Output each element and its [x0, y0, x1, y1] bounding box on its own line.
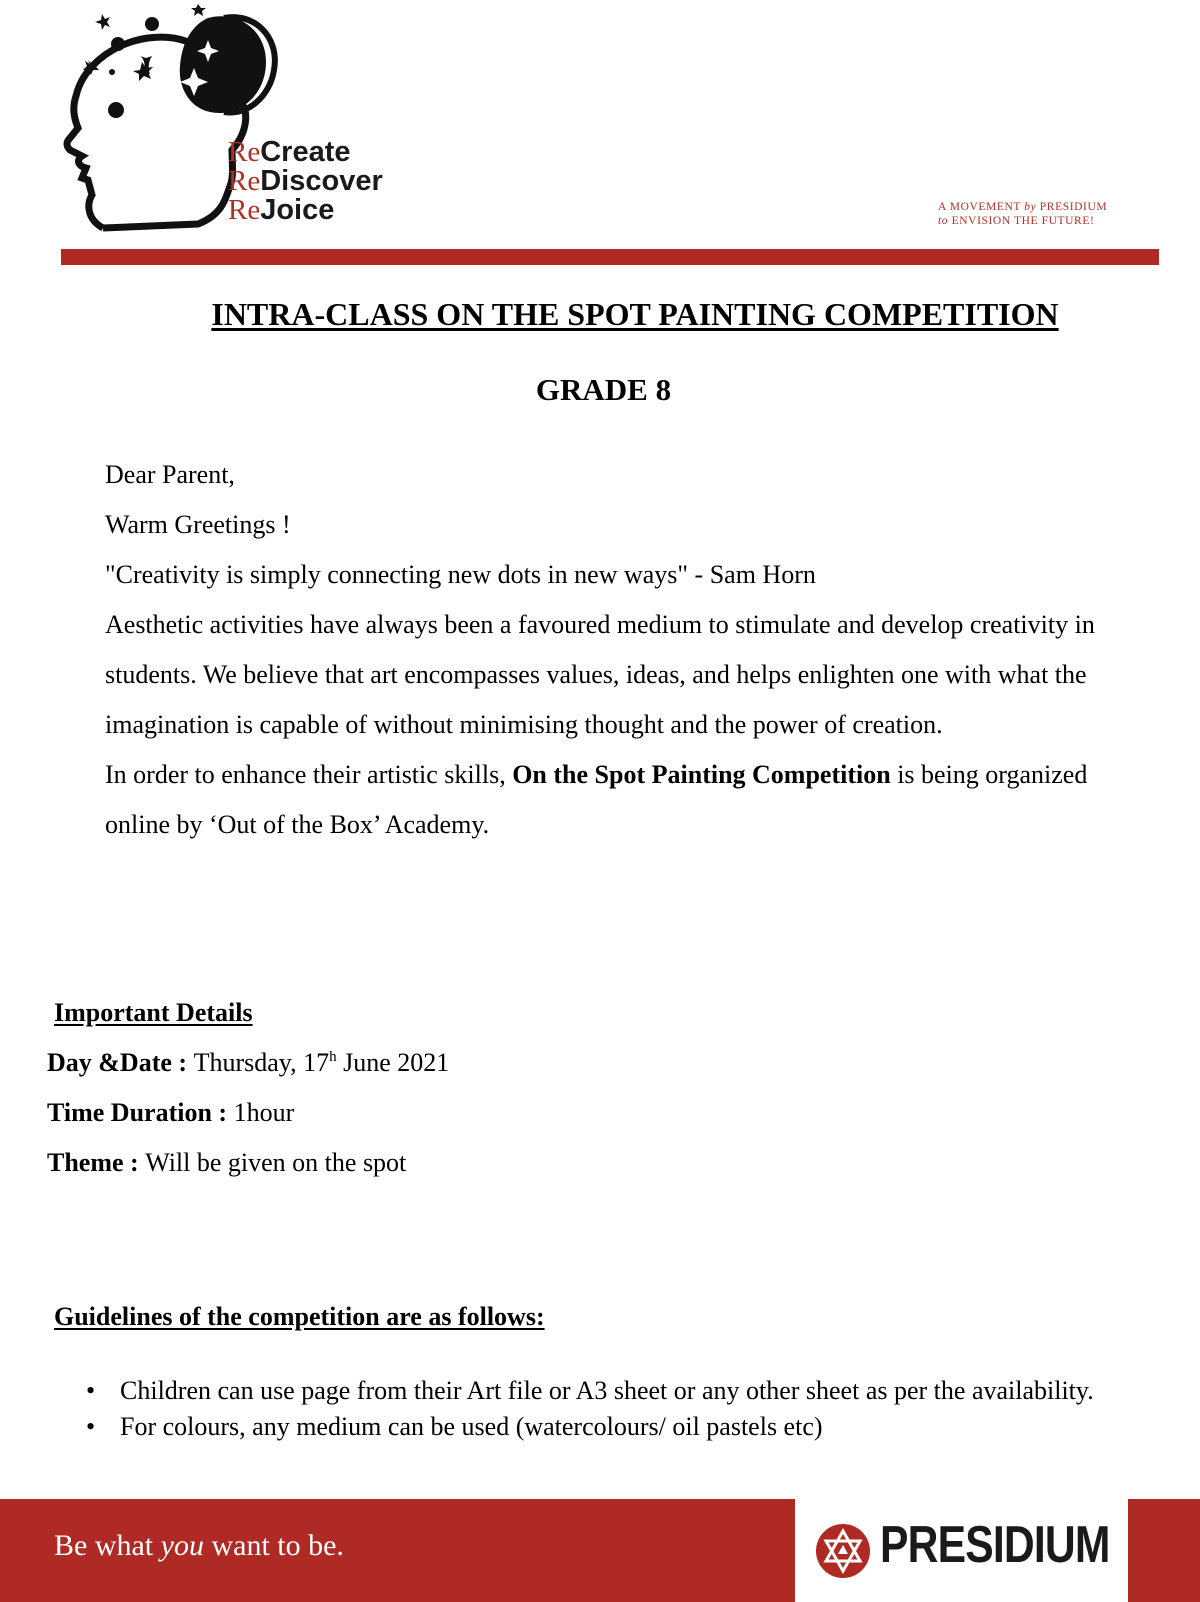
bullet-icon: • — [86, 1376, 96, 1405]
event-paragraph: In order to enhance their artistic skills, On the Spot Painting Competition is being organized online by ‘Out of the Box’ Academy. — [105, 760, 1088, 839]
grade-heading: GRADE 8 — [535, 372, 672, 407]
tagline — [228, 138, 383, 225]
greeting: Warm Greetings ! — [105, 510, 291, 539]
movement-tagline: A MOVEMENT by PRESIDIUM to ENVISION THE FUTURE! — [938, 201, 1108, 227]
list-item: • Children can use page from their Art file or A3 sheet or any other sheet as per the availability. — [86, 1376, 1094, 1405]
letter-body — [105, 450, 1155, 850]
letterhead — [0, 0, 1200, 270]
quote: "Creativity is simply connecting new dots in new ways" - Sam Horn — [105, 560, 816, 589]
salutation: Dear Parent, — [105, 460, 235, 489]
page-title: INTRA-CLASS ON THE SPOT PAINTING COMPETITION — [211, 296, 1059, 332]
event-name: On the Spot Painting Competition — [512, 760, 891, 789]
tagline-line: ReJoice — [228, 194, 335, 226]
intro-paragraph: Aesthetic activities have always been a favoured medium to stimulate and develop creativity in students. We believe that art encompasses values, ideas, and helps enlighten one with what the imagination is capable of without minimising thought and the power of creation. — [105, 610, 1095, 739]
list-item: • For colours, any medium can be used (watercolours/ oil pastels etc) — [86, 1412, 823, 1441]
footer-banner — [0, 1499, 1200, 1602]
detail-duration: Time Duration : 1hour — [47, 1098, 295, 1127]
brand-name: PRESIDIUM — [880, 1516, 1110, 1574]
tagline-line: ReCreate — [228, 136, 351, 168]
detail-date: Day &Date : Thursday, 17$^h$ June 2021 — [47, 1048, 450, 1077]
guidelines-list — [86, 1374, 1166, 1446]
detail-theme: Theme : Will be given on the spot — [47, 1148, 407, 1177]
guidelines-heading: Guidelines of the competition are as follows: — [54, 1302, 545, 1331]
details-heading: Important Details — [54, 998, 253, 1027]
bullet-icon: • — [86, 1412, 96, 1441]
header-divider — [61, 249, 1159, 265]
tagline-line: ReDiscover — [228, 165, 383, 197]
presidium-star-icon — [815, 1523, 871, 1579]
footer-slogan: Be what you want to be. — [54, 1529, 344, 1562]
